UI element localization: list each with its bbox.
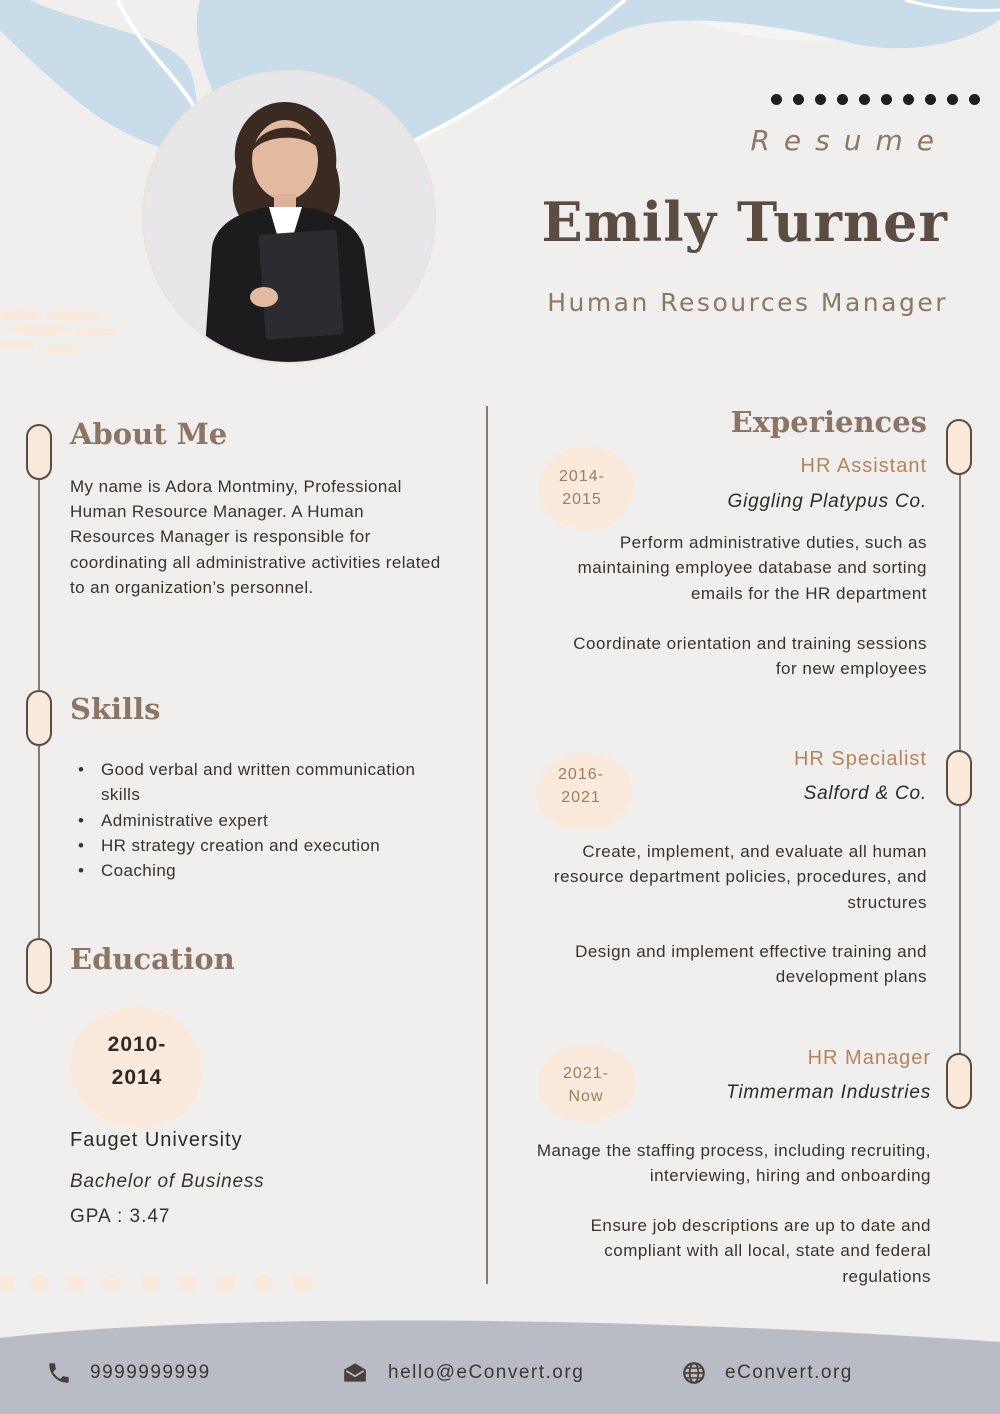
experience-duty: Ensure job descriptions are up to date and compliant with all local, state and federal regulations [590, 1216, 931, 1286]
candidate-name: Emily Turner [541, 190, 948, 254]
profile-photo [144, 72, 434, 362]
experience-duty: Coordinate orientation and training sessions for new employees [573, 634, 927, 679]
experience-company: Timmerman Industries [726, 1082, 931, 1103]
about-heading: About Me [70, 417, 228, 451]
experience-duty: Perform administrative duties, such as maintaining employee database and sorting emails for the HR department [577, 533, 927, 603]
experience-company: Salford & Co. [803, 783, 927, 804]
contact-phone[interactable] [46, 1358, 211, 1388]
timeline-marker [26, 938, 52, 994]
contact-email[interactable] [342, 1358, 584, 1388]
experience-company: Giggling Platypus Co. [727, 491, 927, 512]
skill-item: • HR strategy creation and execution [78, 833, 428, 858]
timeline-marker [946, 1053, 972, 1109]
skill-item: • Administrative expert [78, 808, 428, 833]
phone-number: 9999999999 [90, 1362, 211, 1383]
about-text: My name is Adora Montminy, Professional Human Resource Manager. A Human Resources Manager is responsible for coordinating all administrative activities related to an organization’s personnel. [70, 477, 441, 597]
experience-duty: Create, implement, and evaluate all human resource department policies, procedures, and structures [553, 842, 927, 912]
experiences-heading: Experiences [730, 405, 927, 439]
experience-role: HR Manager [807, 1047, 931, 1069]
phone-icon [46, 1360, 72, 1386]
experience-years: 2014- 2015 [559, 468, 605, 508]
decorative-dots [771, 94, 980, 105]
experience-role: HR Assistant [800, 455, 927, 477]
timeline-marker [26, 424, 52, 480]
skills-list [78, 757, 428, 883]
portrait-illustration [144, 72, 434, 362]
envelope-icon [342, 1360, 368, 1386]
contact-website[interactable] [681, 1358, 853, 1388]
experience-years: 2021- Now [563, 1065, 609, 1105]
experience-duty: Manage the staffing process, including recruiting, interviewing, hiring and onboarding [536, 1141, 931, 1186]
skill-item: • Good verbal and written communication skills [78, 757, 428, 808]
timeline-marker [26, 690, 52, 746]
education-degree: Bachelor of Business [70, 1171, 265, 1192]
education-heading: Education [70, 942, 235, 976]
experience-years: 2016- 2021 [558, 766, 604, 806]
globe-icon [681, 1360, 707, 1386]
skills-heading: Skills [70, 692, 161, 726]
column-divider [486, 406, 488, 1284]
resume-label: Resume [750, 124, 948, 157]
website-url: eConvert.org [725, 1362, 853, 1383]
experience-role: HR Specialist [793, 748, 927, 770]
timeline-marker [946, 419, 972, 475]
education-gpa: GPA : 3.47 [70, 1206, 171, 1227]
experience-duty: Design and implement effective training and development plans [575, 942, 927, 987]
education-years: 2010- 2014 [107, 1033, 167, 1089]
timeline-marker [946, 750, 972, 806]
candidate-title: Human Resources Manager [547, 288, 948, 317]
email-address: hello@eConvert.org [388, 1362, 585, 1383]
education-school: Fauget University [70, 1129, 243, 1151]
skill-item: • Coaching [78, 858, 428, 883]
